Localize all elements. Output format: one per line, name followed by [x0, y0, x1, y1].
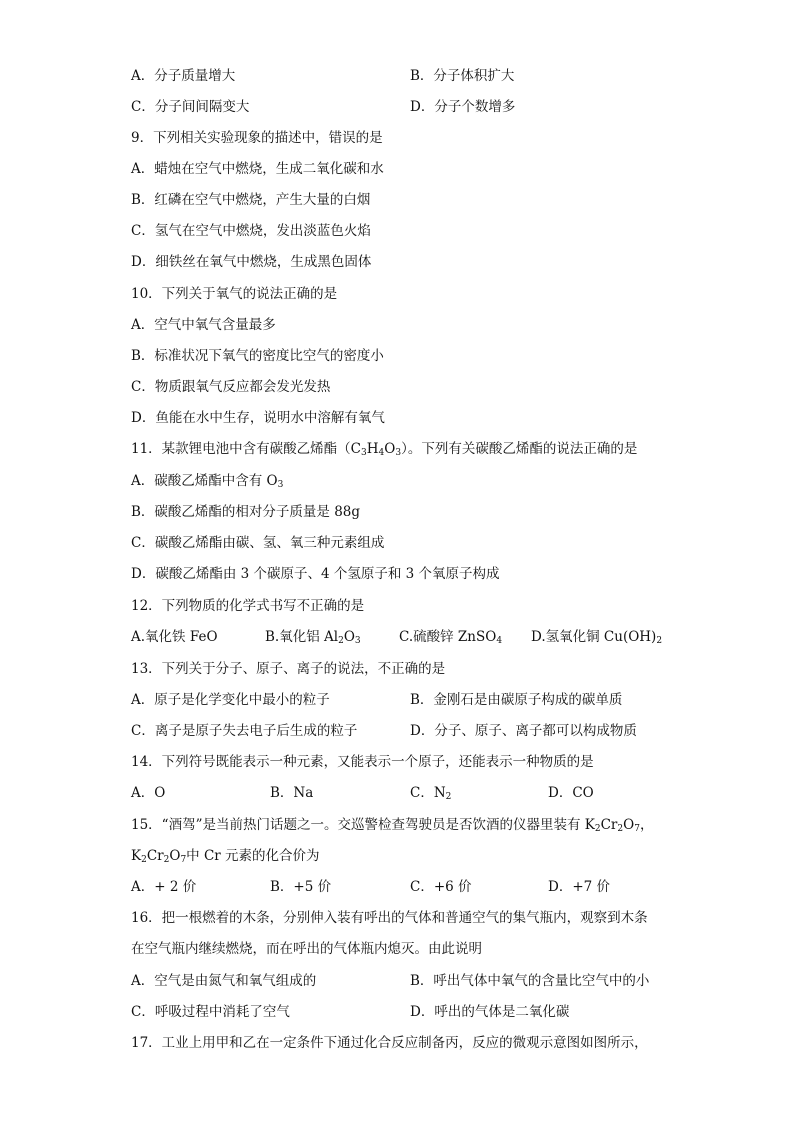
subscript: 3: [277, 480, 284, 490]
q10-option-d: D．鱼能在水中生存，说明水中溶解有氧气: [131, 410, 385, 426]
subscript: 2: [338, 636, 344, 646]
q9-option-c: C．氢气在空气中燃烧，发出淡蓝色火焰: [131, 223, 371, 239]
q8-options-row2: [131, 98, 691, 116]
q10-stem: 10．下列关于氧气的说法正确的是: [131, 286, 338, 302]
q13-option-a: A．原子是化学变化中最小的粒子: [131, 692, 330, 708]
q15-comma: ，: [639, 817, 654, 833]
q9-stem: 9．下列相关实验现象的描述中，错误的是: [131, 130, 383, 146]
q15-stem-line2: [131, 847, 320, 869]
q14-stem: 14．下列符号既能表示一种元素，又能表示一个原子，还能表示一种物质的是: [131, 754, 594, 770]
option-text: 分子个数增多: [434, 99, 516, 115]
q11-stem: [131, 440, 637, 462]
q9-option-a: A．蜡烛在空气中燃烧，生成二氧化碳和水: [131, 161, 384, 177]
q12-stem: 12．下列物质的化学式书写不正确的是: [131, 598, 365, 614]
q15-o: O: [169, 848, 181, 864]
q16-options-row1: [131, 972, 691, 990]
subscript: 2: [656, 636, 663, 646]
option-text: 分子质量增大: [154, 68, 236, 84]
q14-options-row: [131, 784, 691, 802]
q15-option-c: C．+6 价: [410, 879, 472, 895]
subscript: 4: [496, 636, 503, 646]
q8-option-b: [410, 67, 514, 85]
q15-o: O: [623, 817, 635, 833]
q16-options-row2: [131, 1003, 691, 1021]
option-label: C．: [131, 99, 155, 115]
q14-option-d: D．CO: [548, 785, 594, 801]
q13-option-d: D．分子、原子、离子都可以构成物质: [410, 723, 637, 739]
q8-options-row1: [131, 67, 691, 85]
q13-option-c: C．离子是原子失去电子后生成的粒子: [131, 723, 358, 739]
q10-option-b: B．标准状况下氧气的密度比空气的密度小: [131, 348, 384, 364]
q15-cr: Cr: [146, 848, 164, 864]
q16-stem-line2: 在空气瓶内继续燃烧，而在呼出的气体瓶内熄灭。由此说明: [131, 941, 482, 957]
q14-option-c: [410, 784, 451, 806]
q15-stem-line1: [131, 816, 653, 838]
q15-k: K: [131, 848, 142, 864]
q12-option-b: [265, 628, 361, 650]
subscript: 3: [354, 636, 361, 646]
option-label: B．: [410, 68, 434, 84]
q10-option-c: C．物质跟氧气反应都会发光发热: [131, 379, 331, 395]
q15-stem-text: 15．“酒驾”是当前热门话题之一。交巡警检查驾驶员是否饮酒的仪器里装有 K: [131, 817, 595, 833]
subscript: 2: [141, 855, 147, 865]
q16-option-c: C．呼吸过程中消耗了空气: [131, 1004, 290, 1020]
subscript: 2: [617, 824, 624, 834]
option-text: 分子体积扩大: [433, 68, 515, 84]
subscript: 7: [634, 824, 640, 834]
q12-options-row: [131, 628, 691, 646]
q11-stem-pre: 11．某款锂电池中含有碳酸乙烯酯（C: [131, 441, 362, 457]
q12-option-c: [399, 628, 502, 650]
q8-option-c: [131, 98, 249, 116]
q16-stem-line1: 16．把一根燃着的木条，分别伸入装有呼出的气体和普通空气的集气瓶内，观察到木条: [131, 910, 648, 926]
q17-stem: 17．工业上用甲和乙在一定条件下通过化合反应制备丙，反应的微观示意图如图所示，: [131, 1035, 648, 1051]
q14-c-text: C．N: [410, 785, 446, 801]
q13-options-row2: [131, 722, 691, 740]
subscript: 7: [180, 855, 187, 865]
subscript: 3: [395, 448, 402, 458]
q12-b-text: B.氧化铝 Al: [265, 629, 339, 645]
option-label: D．: [410, 99, 435, 115]
subscript: 2: [594, 824, 601, 834]
q14-option-a: A．O: [131, 785, 166, 801]
q12-c-text: C.硫酸锌 ZnSO: [399, 629, 497, 645]
q11-option-b: B．碳酸乙烯酯的相对分子质量是 88g: [131, 504, 361, 520]
q16-option-a: A．空气是由氮气和氧气组成的: [131, 973, 317, 989]
q12-d-text: D.氢氧化铜 Cu(OH): [531, 629, 657, 645]
option-text: 分子间间隔变大: [154, 99, 250, 115]
q11-a-text: A．碳酸乙烯酯中含有 O: [131, 473, 278, 489]
subscript: 2: [163, 855, 170, 865]
q15-option-a: A．+ 2 价: [131, 879, 197, 895]
subscript: 4: [378, 448, 385, 458]
q16-option-d: D．呼出的气体是二氧化碳: [410, 1004, 570, 1020]
q11-stem-o: O: [384, 441, 396, 457]
q9-option-d: D．细铁丝在氧气中燃烧，生成黑色固体: [131, 254, 372, 270]
q11-stem-post: ）。下列有关碳酸乙烯酯的说法正确的是: [401, 441, 638, 457]
q10-option-a: A．空气中氧气含量最多: [131, 317, 276, 333]
subscript: 2: [445, 792, 452, 802]
subscript: 3: [361, 448, 367, 458]
q15-cr: Cr: [600, 817, 618, 833]
q16-option-b: B．呼出气体中氧气的含量比空气中的小: [410, 973, 650, 989]
q15-option-d: D．+7 价: [548, 879, 611, 895]
q13-stem: 13．下列关于分子、原子、离子的说法，不正确的是: [131, 661, 446, 677]
q9-option-b: B．红磷在空气中燃烧，产生大量的白烟: [131, 192, 371, 208]
q15-option-b: B．+5 价: [270, 879, 332, 895]
q11-stem-h: H: [366, 441, 379, 457]
q15-stem-tail: 中 Cr 元素的化合价为: [186, 848, 320, 864]
q8-option-d: [410, 98, 515, 116]
q14-option-b: B．Na: [270, 785, 314, 801]
option-label: A．: [131, 68, 155, 84]
q12-option-a: A.氧化铁 FeO: [131, 629, 218, 645]
q13-options-row1: [131, 691, 691, 709]
q12-option-d: [531, 628, 662, 650]
q13-option-b: B．金刚石是由碳原子构成的碳单质: [410, 692, 623, 708]
q11-option-c: C．碳酸乙烯酯由碳、氢、氧三种元素组成: [131, 535, 385, 551]
q15-options-row: [131, 878, 691, 896]
q12-b-o: O: [343, 629, 355, 645]
q11-option-d: D．碳酸乙烯酯由 3 个碳原子、4 个氢原子和 3 个氧原子构成: [131, 566, 500, 582]
q8-option-a: [131, 67, 235, 85]
q11-option-a: [131, 472, 283, 494]
